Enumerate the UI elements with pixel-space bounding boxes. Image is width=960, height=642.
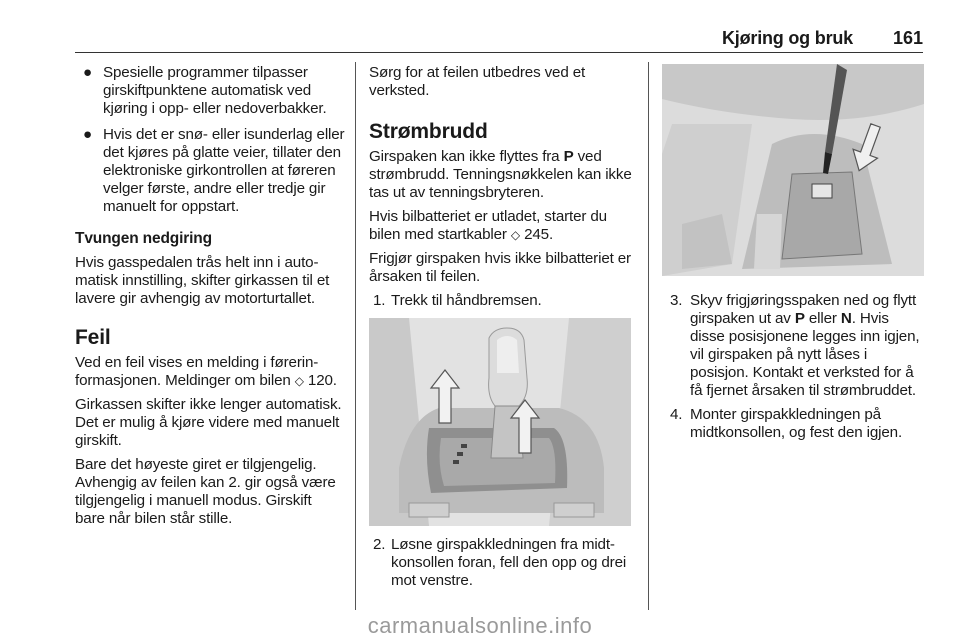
reference-arrow-icon: ◇ — [510, 228, 520, 242]
gear-lever-illustration — [369, 318, 631, 526]
step-3: 3. Skyv frigjøringsspaken ned og flytt girspaken ut av P eller N. Hvis disse posisjonene legges inn igjen, vil girspaken på nytt låses i posisjon. Kontakt et verksted for å få fjernet årsaken til strømbruddet. — [670, 292, 920, 399]
kickdown-text: Hvis gasspedalen trås helt inn i automatisk innstilling, skifter girkassen til et lavere gir avhengig av motorturtallet. — [75, 254, 330, 307]
release-lever-illustration — [662, 64, 924, 276]
section-title: Kjøring og bruk — [722, 28, 853, 48]
column-divider-1 — [355, 62, 356, 610]
intro-text: Sørg for at feilen utbedres ved et verksted. — [369, 64, 586, 99]
fault-text: Ved en feil vises en melding i førerinformasjonen. Meldinger om bilen ◇ 120. — [75, 354, 337, 389]
column-3 — [662, 64, 924, 448]
power-paragraph-3: Frigjør girspaken hvis ikke bilbatteriet er årsaken til feilen. — [369, 250, 631, 285]
power-paragraph-1: Girspaken kan ikke flyttes fra P ved strømbrudd. Tenningsnøkkelen kan ikke tas ut av tenningsbryteren. — [369, 148, 632, 201]
fault-paragraph-3: Bare det høyeste giret er tilgjengelig. Avhengig av feilen kan 2. gir også være tilgjengelig i manuell modus. Girskift bare når bilen står stille. — [75, 456, 336, 527]
step-4: 4. Monter girspakkledningen på midtkonsollen, og fest den igjen. — [670, 406, 903, 441]
fault-paragraph-2: Girkassen skifter ikke lenger automatisk. Det er mulig å kjøre videre med manuelt girskift. — [75, 396, 342, 449]
page-reference: 245. — [524, 226, 554, 243]
page-number: 161 — [892, 28, 923, 48]
column-1 — [75, 64, 345, 534]
power-failure-heading: Strømbrudd — [369, 120, 488, 143]
bullet-item — [75, 126, 345, 216]
bullet-item — [75, 64, 345, 118]
bullet-text: Hvis det er snø- eller isunderlag eller det kjøres på glatte veier, tillater den elektroniske girkontrollen at føreren velger første, andre eller tredje gir manuelt for oppstart. — [103, 126, 345, 215]
kickdown-heading: Tvungen nedgiring — [75, 230, 212, 247]
step-2: 2. Løsne girspakkledningen fra midtkonsollen foran, fell den opp og drei mot venstre. — [373, 536, 627, 589]
fault-heading: Feil — [75, 326, 111, 349]
bullet-text: Spesielle programmer tilpasser girskiftpunktene automatisk ved kjøring i opp- eller nedoverbakker. — [103, 64, 327, 117]
page-reference: 120. — [307, 372, 337, 389]
bullet-dot: ● — [83, 64, 93, 81]
step-1: 1. Trekk til håndbremsen. — [373, 292, 542, 309]
bullet-dot: ● — [83, 126, 93, 143]
watermark-text: carmanualsonline.info — [367, 613, 593, 638]
page-header — [75, 28, 923, 53]
power-paragraph-2: Hvis bilbatteriet er utladet, starter du bilen med startkabler ◇ 245. — [369, 208, 607, 243]
column-divider-2 — [648, 62, 649, 610]
reference-arrow-icon: ◇ — [294, 374, 304, 388]
column-2 — [369, 64, 637, 596]
